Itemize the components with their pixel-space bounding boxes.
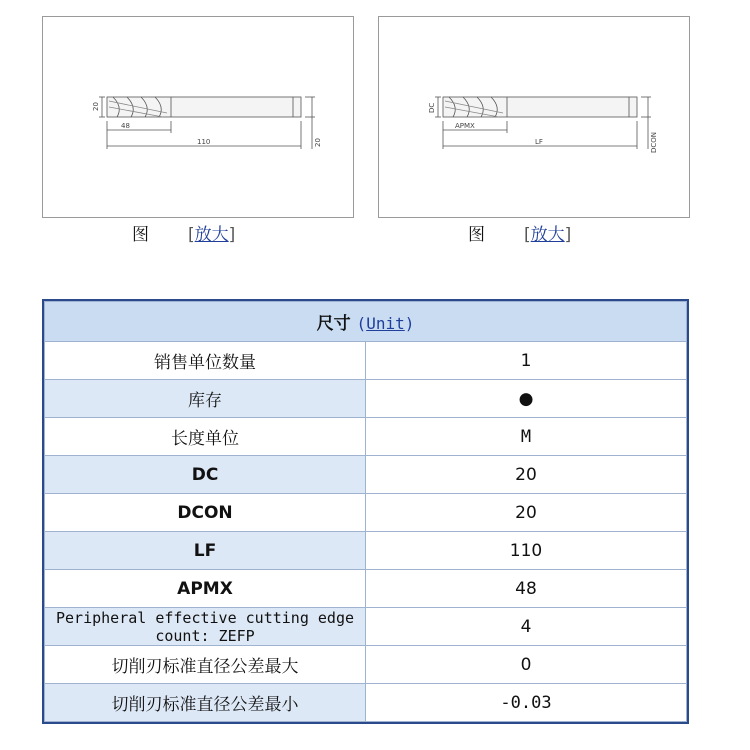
dim-flute-length: 48	[121, 122, 130, 130]
row-value: 20	[366, 456, 687, 494]
row-label: Peripheral effective cutting edge count: ZEFP	[45, 608, 366, 646]
table-row	[45, 494, 687, 532]
dim-diameter-left: 20	[92, 102, 100, 111]
row-label: 切削刃标准直径公差最小	[45, 684, 366, 722]
row-value: 1	[366, 342, 687, 380]
table-header: 尺寸 (Unit)	[45, 302, 687, 342]
row-value: 48	[366, 570, 687, 608]
table-row	[45, 570, 687, 608]
bracket-close: ]	[228, 225, 236, 245]
end-mill-drawing	[43, 17, 355, 219]
stock-indicator: ●	[366, 380, 687, 418]
end-mill-drawing	[379, 17, 691, 219]
table-row	[45, 608, 687, 646]
table-row	[45, 342, 687, 380]
table-title: 尺寸	[316, 314, 351, 334]
figure-caption	[132, 224, 235, 246]
row-value: 20	[366, 494, 687, 532]
caption-label: 图	[132, 225, 149, 245]
table-row	[45, 418, 687, 456]
bracket-open: [	[188, 225, 195, 245]
dimensions-table	[42, 299, 689, 724]
dim-diameter-right: DCON	[650, 131, 658, 153]
caption-label: 图	[468, 225, 485, 245]
row-value: M	[366, 418, 687, 456]
table-row	[45, 380, 687, 418]
dim-overall-length: LF	[535, 138, 543, 146]
row-label: APMX	[45, 570, 366, 608]
dim-flute-length: APMX	[455, 122, 475, 130]
row-label: 切削刃标准直径公差最大	[45, 646, 366, 684]
row-label: DCON	[45, 494, 366, 532]
table-row	[45, 532, 687, 570]
table-row	[45, 684, 687, 722]
row-value: 110	[366, 532, 687, 570]
row-label: DC	[45, 456, 366, 494]
figure-caption	[468, 224, 571, 246]
dim-overall-length: 110	[197, 138, 211, 146]
zoom-link[interactable]: 放大	[194, 225, 229, 245]
dim-diameter-left: DC	[428, 102, 436, 113]
table-row	[45, 456, 687, 494]
row-value: -0.03	[366, 684, 687, 722]
tool-drawing-symbols	[378, 16, 690, 218]
row-value: 0	[366, 646, 687, 684]
table-row	[45, 646, 687, 684]
bracket-close: ]	[564, 225, 572, 245]
row-label: 库存	[45, 380, 366, 418]
row-label: 长度单位	[45, 418, 366, 456]
tool-drawing-dimensions	[42, 16, 354, 218]
dim-diameter-right: 20	[314, 138, 322, 147]
row-value: 4	[366, 608, 687, 646]
row-label: LF	[45, 532, 366, 570]
row-label: 销售单位数量	[45, 342, 366, 380]
unit-link[interactable]: Unit	[366, 314, 405, 333]
table-header-row	[45, 302, 687, 342]
bracket-open: [	[524, 225, 531, 245]
zoom-link[interactable]: 放大	[530, 225, 565, 245]
